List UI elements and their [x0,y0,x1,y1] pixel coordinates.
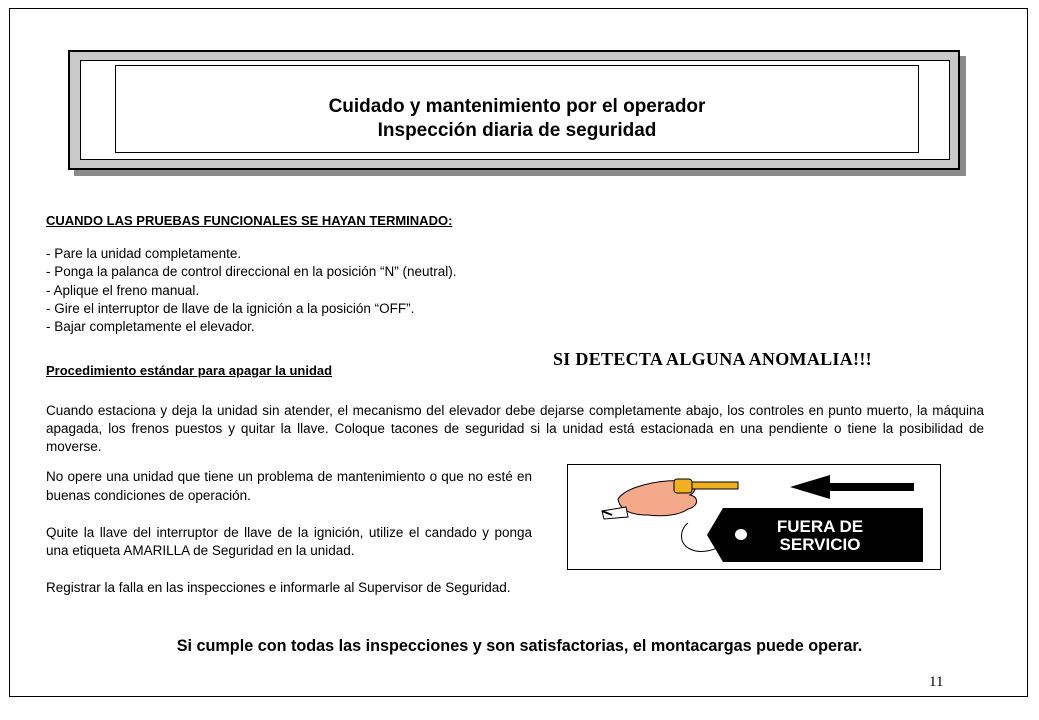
anomaly-paragraph-1: No opere una unidad que tiene un problema de mantenimiento o que no esté en buenas condiciones de operación. [46,469,532,503]
functional-tests-steps [46,245,456,336]
anomaly-paragraph-3: Registrar la falla en las inspecciones e informarle al Supervisor de Seguridad. [46,580,511,595]
tag-line-1: FUERA DE [776,517,864,536]
step-item: - Ponga la palanca de control direccional en la posición “N” (neutral). [46,264,457,280]
title-box [115,65,919,153]
key-head-icon [674,479,692,493]
out-of-service-tag [723,508,923,562]
shutdown-paragraph: Cuando estaciona y deja la unidad sin atender, el mecanismo del elevador debe dejarse completamente abajo, los controles en punto muerto, la máquina apagada, los frenos puestos y quitar la llave. Coloque tacones de seguridad si la unidad está estacionada en una pendiente o tiene la posibilidad de moverse. [46,403,984,454]
anomaly-paragraph-2: Quite la llave del interruptor de llave de la ignición, utilize el candado y ponga una etiqueta AMARILLA de Seguridad en la unidad. [46,524,532,558]
tag-notch [707,508,723,562]
tag-text [760,518,880,554]
step-item: - Aplique el freno manual. [46,282,200,298]
footer-note: Si cumple con todas las inspecciones y son satisfactorias, el montacargas puede operar. [176,637,863,655]
step-item: - Bajar completamente el elevador. [46,319,255,335]
arrow-left-icon [790,475,914,499]
anomaly-alert: SI DETECTA ALGUNA ANOMALIA!!! [553,349,872,369]
title-line-2: Inspección diaria de seguridad [377,120,657,141]
tag-line-2: SERVICIO [779,535,861,554]
title-banner-frame [80,60,950,160]
anomaly-instructions [46,468,532,616]
step-item: - Gire el interruptor de llave de la ignición a la posición “OFF”. [46,300,415,316]
title-line-1: Cuidado y mantenimiento por el operador [328,96,706,117]
tag-hole-icon [735,529,747,540]
functional-tests-heading: CUANDO LAS PRUEBAS FUNCIONALES SE HAYAN TERMINADO: [46,213,453,228]
page-number: 11 [929,674,944,690]
key-blade-icon [692,482,738,489]
step-item: - Pare la unidad completamente. [46,246,242,261]
title-banner [68,50,960,170]
shutdown-heading: Procedimiento estándar para apagar la unidad [46,363,333,378]
